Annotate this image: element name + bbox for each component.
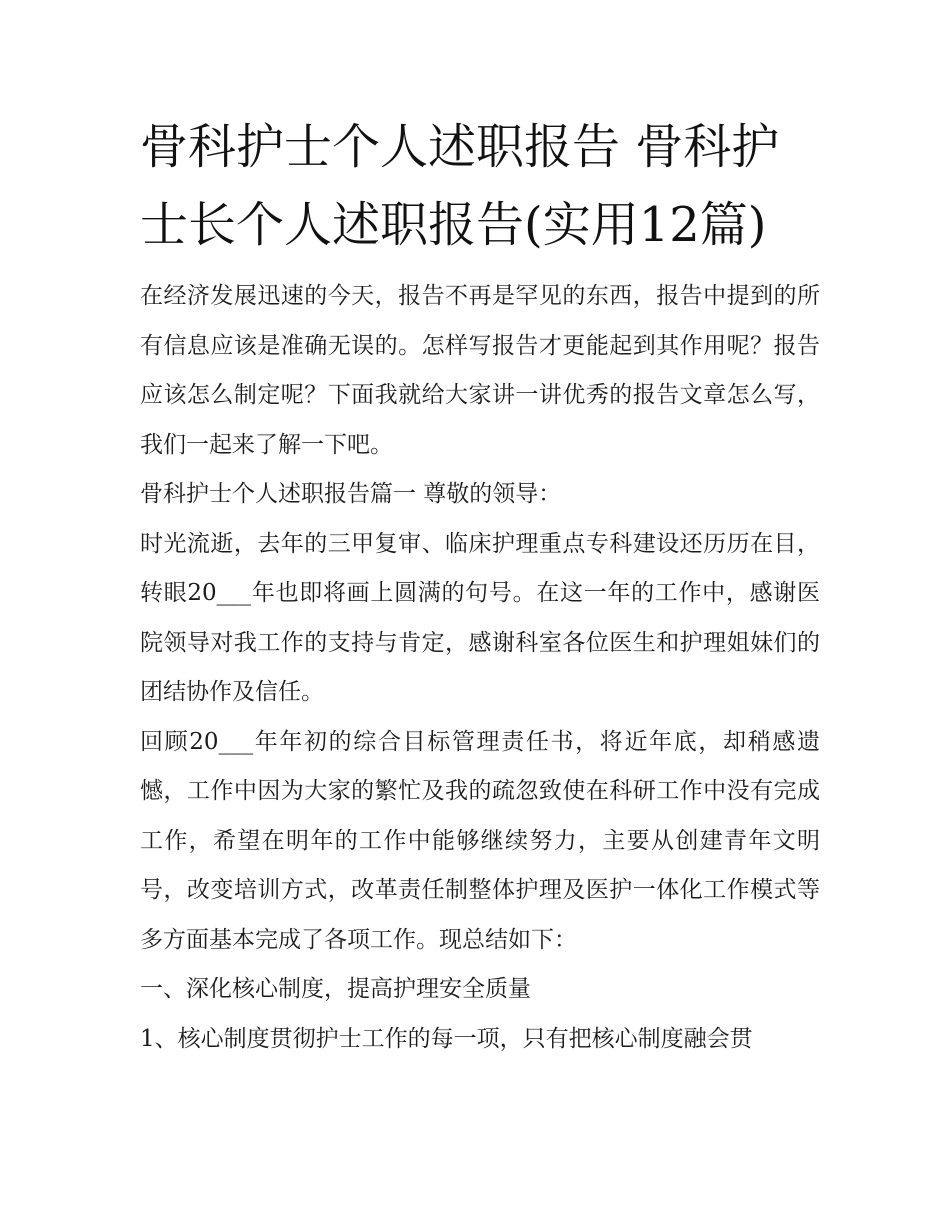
paragraph-section-heading: 骨科护士个人述职报告篇一 尊敬的领导： [140,481,562,507]
document-page [140,108,820,1064]
document-body [140,272,820,1064]
paragraph: 回顾20___年年初的综合目标管理责任书，将近年底，却稍感遗憾，工作中因为大家的繁忙及我的疏忽致使在科研工作中没有完成工作，希望在明年的工作中能够继续努力，主要从创建青年文明号，改变培训方式，改革责任制整体护理及医护一体化工作模式等多方面基本完成了各项工作。现总结如下： [140,728,820,953]
document-title: 骨科护士个人述职报告 骨科护士长个人述职报告(实用12篇) [140,119,780,253]
paragraph-intro: 在经济发展迅速的今天，报告不再是罕见的东西，报告中提到的所有信息应该是准确无误的。怎样写报告才更能起到其作用呢？报告应该怎么制定呢？下面我就给大家讲一讲优秀的报告文章怎么写，我们一起来了解一下吧。 [140,283,820,458]
paragraph: 时光流逝，去年的三甲复审、临床护理重点专科建设还历历在目，转眼20___年也即将画上圆满的句号。在这一年的工作中，感谢医院领导对我工作的支持与肯定，感谢科室各位医生和护理姐妹们的团结协作及信任。 [140,530,820,705]
paragraph: 1、核心制度贯彻护士工作的每一项，只有把核心制度融会贯 [140,1025,753,1052]
paragraph-subheading: 一、深化核心制度，提高护理安全质量 [140,976,531,1002]
